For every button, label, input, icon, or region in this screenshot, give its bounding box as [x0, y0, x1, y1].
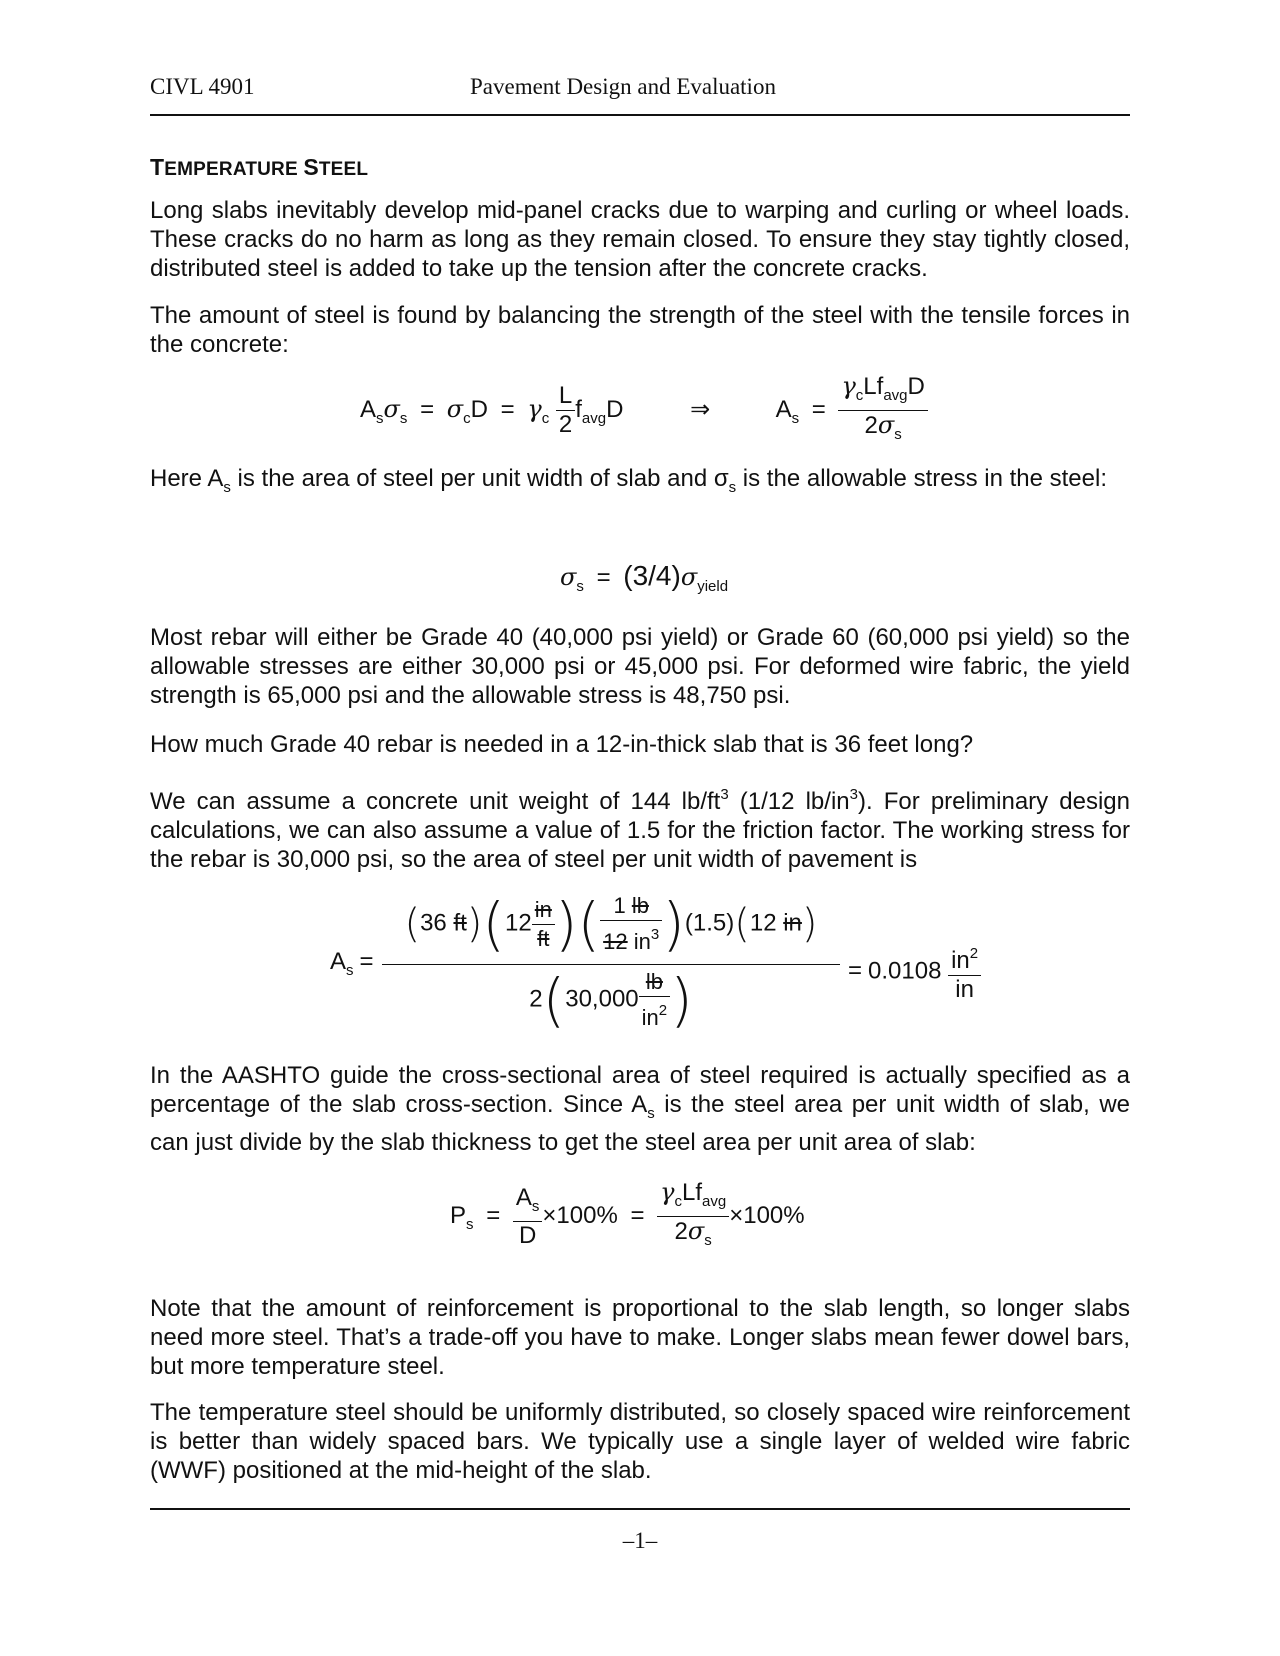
- page-header: [150, 74, 1130, 114]
- equation-steel-balance: $A_s\sigma_s = \sigma_cD = \gamma_c$ $\frac{L}{2}$ $f_{avg}D$ ⇒ $A_s$ = $\frac{\gamma_cLf_{avg}D}{2\sigma_s}$: [360, 372, 928, 449]
- course-title: Pavement Design and Evaluation: [470, 74, 776, 99]
- section-heading: TEMPERATURE STEEL: [150, 154, 369, 180]
- paragraph-definitions: Here $A_s$ is the area of steel per unit width of slab and $\sigma_s$ is the allowable stress in the steel:: [150, 465, 1107, 496]
- paragraph-balance: The amount of steel is found by balancing the strength of the steel with the tensile forces in the concrete:: [150, 302, 1130, 358]
- paragraph-question: How much Grade 40 rebar is needed in a 12-in-thick slab that is 36 feet long?: [150, 731, 974, 758]
- header-rule: [150, 114, 1130, 116]
- paragraph-aashto: In the AASHTO guide the cross-sectional area of steel required is actually specified as a percentage of the slab cross-section. Since $A_s$ is the steel area per unit width of slab, we can just divide by the slab thickness to get the steel area per unit area of slab:: [150, 1062, 1130, 1156]
- equation-steel-percentage: $P_s$ = $\frac{A_s}{D}$ ×100% = $\frac{\gamma_cLf_{avg}}{2\sigma_s}$ ×100%: [450, 1178, 805, 1249]
- page-number: –1–: [622, 1528, 658, 1553]
- equation-allowable-stress: $\sigma_s = (3/4)\sigma_{yield}$: [560, 560, 729, 595]
- equation-steel-area-example: $A_s$ = (36 ft)(12 $\frac{in}{ft}$ )( $\frac{1 lb}{12 in^3}$ )(1.5)(12 in) 2(30,000 $\frac{lb}{in^2}$ ) = 0.0108 $\frac{in^2}{in}$: [330, 890, 1090, 1040]
- footer-rule: [150, 1508, 1130, 1510]
- course-code: CIVL 4901: [150, 74, 255, 99]
- paragraph-rebar-grades: Most rebar will either be Grade 40 (40,000 psi yield) or Grade 60 (60,000 psi yield) so the allowable stresses are either 30,000 psi or 45,000 psi. For deformed wire fabric, the yield strength is 65,000 psi and the allowable stress is 48,750 psi.: [150, 624, 1130, 709]
- paragraph-tradeoff: Note that the amount of reinforcement is proportional to the slab length, so longer slabs need more steel. That’s a trade-off you have to make. Longer slabs mean fewer dowel bars, but more temperature steel.: [150, 1295, 1130, 1380]
- paragraph-distribution: The temperature steel should be uniformly distributed, so closely spaced wire reinforcement is better than widely spaced bars. We typically use a single layer of welded wire fabric (WWF) positioned at the mid-height of the slab.: [150, 1399, 1130, 1484]
- document-page: [150, 0, 1130, 1656]
- paragraph-assumptions: We can assume a concrete unit weight of 144 $lb/ft^3$ (1/12 $lb/in^3$). For preliminary design calculations, we can also assume a value of 1.5 for the friction factor. The working stress for the rebar is 30,000 psi, so the area of steel per unit width of pavement is: [150, 786, 1130, 873]
- paragraph-intro: Long slabs inevitably develop mid-panel cracks due to warping and curling or wheel loads. These cracks do no harm as long as they remain closed. To ensure they stay tightly closed, distributed steel is added to take up the tension after the concrete cracks.: [150, 197, 1130, 282]
